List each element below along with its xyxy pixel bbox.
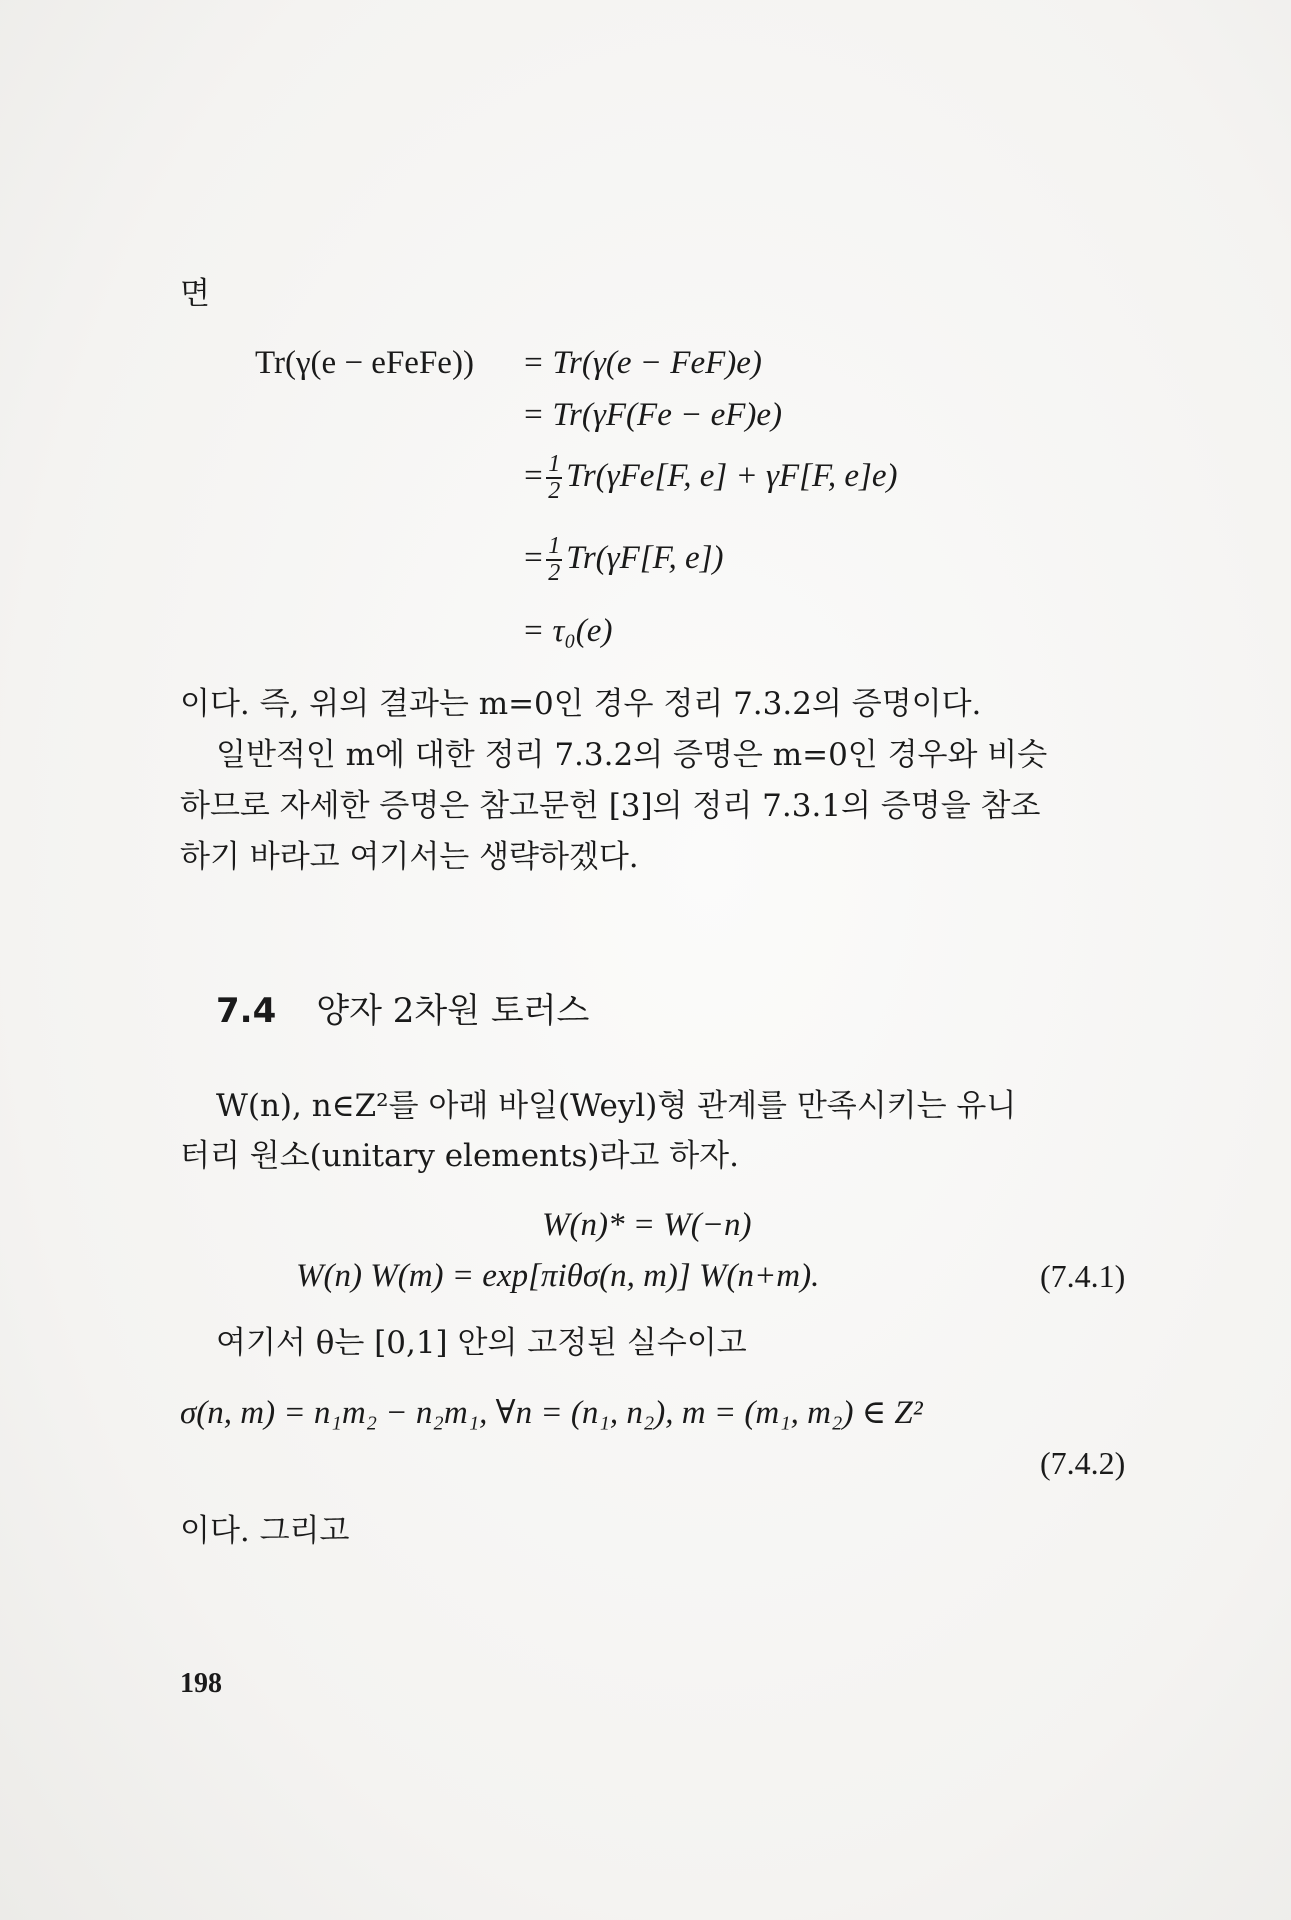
eq1-line4	[522, 534, 724, 586]
eq1-line2: = Tr(γF(Fe − eF)e)	[522, 397, 783, 433]
section-number: 7.4	[216, 991, 277, 1031]
paragraph-4: 여기서 θ는 [0,1] 안의 고정된 실수이고	[216, 1325, 747, 1361]
fraction-denominator: 2	[548, 478, 561, 505]
eq1-line3-body: Tr(γFe[F, e] + γF[F, e]e)	[566, 457, 898, 494]
eq1-lhs: Tr(γ(e − eFeFe))	[255, 345, 474, 381]
half-fraction-2	[546, 534, 562, 586]
paragraph-3-line-2: 터리 원소(unitary elements)라고 하자.	[180, 1138, 739, 1174]
eq1-line5: = τ₀(e)	[522, 613, 613, 649]
paragraph-2-line-3: 하기 바라고 여기서는 생략하겠다.	[180, 839, 639, 875]
intro-word: 면	[180, 276, 210, 312]
eq1-line4-prefix: =	[522, 539, 545, 576]
eq2-line1: W(n)* = W(−n)	[542, 1207, 752, 1243]
eq1-line4-body: Tr(γF[F, e])	[566, 539, 724, 576]
eq1-line3	[522, 452, 898, 504]
eq1-line3-prefix: =	[522, 457, 545, 494]
fraction-denominator-2: 2	[548, 560, 561, 587]
section-heading	[216, 983, 589, 1032]
eq1-line1: = Tr(γ(e − FeF)e)	[522, 345, 762, 381]
paragraph-3-line-1: W(n), n∈Z²를 아래 바일(Weyl)형 관계를 만족시키는 유니	[216, 1088, 1017, 1124]
paragraph-1: 이다. 즉, 위의 결과는 m=0인 경우 정리 7.3.2의 증명이다.	[180, 686, 982, 722]
eq3-line1: σ(n, m) = n₁m₂ − n₂m₁, ∀n = (n₁, n₂), m = (m₁, m₂) ∈ Z²	[180, 1395, 923, 1431]
section-title: 양자 2차원 토러스	[316, 991, 590, 1031]
paragraph-2-line-2: 하므로 자세한 증명은 참고문헌 [3]의 정리 7.3.1의 증명을 참조	[180, 788, 1041, 824]
half-fraction	[546, 452, 562, 504]
fraction-numerator: 1	[546, 452, 562, 479]
fraction-numerator-2: 1	[546, 534, 562, 561]
paragraph-2-line-1: 일반적인 m에 대한 정리 7.3.2의 증명은 m=0인 경우와 비슷	[216, 737, 1048, 773]
equation-number-7-4-1: (7.4.1)	[1040, 1258, 1126, 1294]
eq2-line2: W(n) W(m) = exp[πiθσ(n, m)] W(n+m).	[296, 1258, 820, 1294]
page-number: 198	[180, 1668, 222, 1699]
paragraph-5: 이다. 그리고	[180, 1513, 350, 1549]
equation-number-7-4-2: (7.4.2)	[1040, 1445, 1126, 1481]
